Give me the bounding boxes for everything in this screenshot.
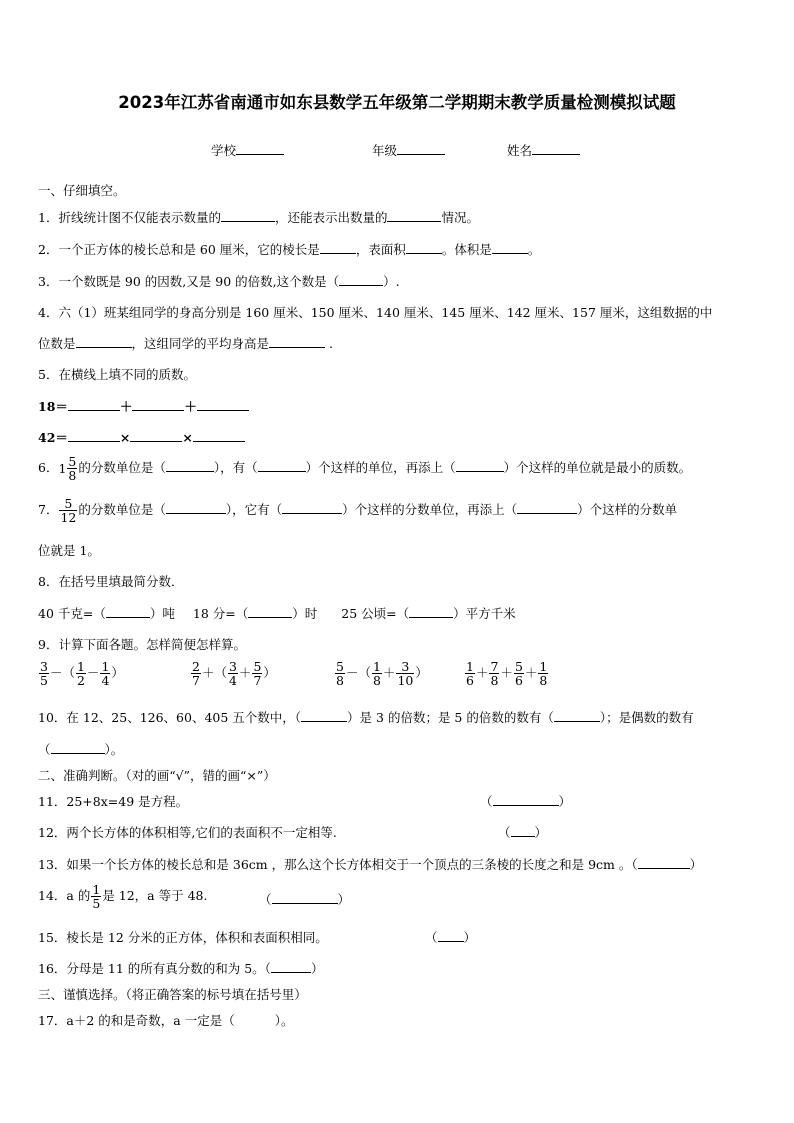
answer-blank[interactable] [269, 335, 325, 348]
answer-blank[interactable] [193, 429, 245, 442]
expression-4: $\frac{1}{6}$ ＋ $\frac{7}{8}$ ＋ $\frac{5}{6}$ ＋ $\frac{1}{8}$ [466, 659, 548, 689]
fraction: $\frac{5}{12}$ [60, 496, 77, 526]
question-11: 11．25+8x=49 是方程。 [38, 794, 189, 809]
name-label: 姓名 [507, 143, 533, 158]
question-9: 9．计算下面各题。怎样简便怎样算。 [38, 637, 246, 652]
answer-blank[interactable] [272, 891, 338, 904]
answer-blank[interactable] [511, 824, 535, 837]
answer-blank[interactable] [339, 273, 383, 286]
answer-blank[interactable] [554, 709, 600, 722]
question-16: 16．分母是 11 的所有真分数的和为 5。（ ） [38, 961, 324, 976]
answer-blank[interactable] [320, 241, 356, 254]
expression-1: $\frac{3}{5}$ －（ $\frac{1}{2}$ － $\frac{1}{4}$ ） [40, 659, 124, 689]
judgement-bracket: （ ） [425, 930, 477, 945]
section-1-heading: 一、仔细填空。 [38, 183, 126, 198]
school-label: 学校 [211, 143, 237, 158]
question-14: 14．a 的 $\frac{1}{5}$ 是 12，a 等于 48. [38, 882, 208, 912]
answer-blank[interactable] [221, 209, 275, 222]
question-10-line-2: （ ）。 [38, 742, 124, 757]
judgement-bracket: （ ） [259, 892, 351, 907]
question-1: 1．折线统计图不仅能表示数量的 ，还能表示出数量的 情况。 [38, 210, 479, 225]
question-7: 7． $\frac{5}{12}$ 的分数单位是（ ），它有（ ）个这样的分数单位，再添上（ ）个这样的分数单 [38, 496, 678, 526]
expression-3: $\frac{5}{8}$ －（ $\frac{1}{8}$ ＋ $\frac{3}{10}$ ） [336, 659, 428, 689]
page-title: 2023年江苏省南通市如东县数学五年级第二学期期末教学质量检测模拟试题 [118, 93, 676, 112]
judgement-bracket: （ ） [498, 825, 548, 840]
answer-blank[interactable] [387, 209, 441, 222]
answer-blank[interactable] [638, 856, 690, 869]
answer-blank[interactable] [438, 929, 464, 942]
answer-blank[interactable] [132, 398, 184, 411]
mixed-fraction: 1 $\frac{5}{8}$ [58, 454, 77, 484]
answer-blank[interactable] [456, 459, 504, 472]
question-5-row-42: 42＝ × × [38, 428, 245, 446]
answer-blank[interactable] [282, 501, 342, 514]
school-field [211, 141, 284, 159]
question-17: 17．a＋2 的和是奇数，a 一定是（ ）。 [38, 1013, 294, 1028]
answer-blank[interactable] [248, 605, 292, 618]
name-field [507, 141, 580, 159]
question-12: 12．两个长方体的体积相等,它们的表面积不一定相等. [38, 825, 337, 840]
question-2: 2．一个正方体的棱长总和是 60 厘米，它的棱长是 ，表面积 。体积是 。 [38, 242, 541, 257]
question-3: 3．一个数既是 90 的因数,又是 90 的倍数,这个数是（ ）. [38, 274, 400, 289]
answer-blank[interactable] [406, 241, 442, 254]
school-blank[interactable] [236, 142, 284, 155]
answer-blank[interactable] [166, 459, 214, 472]
grade-label: 年级 [372, 143, 398, 158]
question-6: 6． 1 $\frac{5}{8}$ 的分数单位是（ ），有（ ）个这样的单位，再添上（ ）个这样的单位就是最小的质数。 [38, 454, 692, 484]
question-7-line-2: 位就是 1。 [38, 543, 100, 558]
answer-blank[interactable] [492, 241, 528, 254]
name-blank[interactable] [532, 142, 580, 155]
grade-field [372, 141, 445, 159]
answer-blank[interactable] [517, 501, 577, 514]
question-4-line-1: 4．六（1）班某组同学的身高分别是 160 厘米、150 厘米、140 厘米、145 厘米、142 厘米、157 厘米，这组数据的中 [38, 305, 713, 320]
section-2-heading: 二、准确判断。（对的画“√”，错的画“×”） [38, 768, 276, 783]
answer-blank[interactable] [68, 398, 120, 411]
question-8: 8．在括号里填最简分数． [38, 574, 184, 589]
answer-blank[interactable] [258, 459, 306, 472]
judgement-bracket: （ ） [480, 794, 572, 809]
grade-blank[interactable] [397, 142, 445, 155]
answer-blank[interactable] [130, 429, 182, 442]
answer-blank[interactable] [76, 335, 132, 348]
answer-blank[interactable] [271, 960, 311, 973]
answer-blank[interactable] [106, 605, 150, 618]
question-5-row-18: 18＝ ＋ ＋ [38, 397, 249, 415]
answer-blank[interactable] [493, 793, 559, 806]
answer-blank[interactable] [166, 501, 226, 514]
question-5: 5．在横线上填不同的质数。 [38, 367, 196, 382]
question-10: 10．在 12、25、126、60、405 五个数中，（ ）是 3 的倍数；是 5 的倍数的数有（ ）；是偶数的数有 [38, 710, 694, 725]
expression-2: $\frac{2}{7}$ ＋（ $\frac{3}{4}$ ＋ $\frac{5}{7}$ ） [192, 659, 276, 689]
answer-blank[interactable] [409, 605, 453, 618]
fraction: $\frac{1}{5}$ [92, 882, 101, 912]
question-13: 13．如果一个长方体的棱长总和是 36cm ，那么这个长方体相交于一个顶点的三条棱的长度之和是 9cm 。（ ） [38, 857, 703, 872]
answer-blank[interactable] [301, 709, 347, 722]
question-4-line-2: 位数是 ，这组同学的平均身高是 . [38, 336, 333, 351]
answer-blank[interactable] [197, 398, 249, 411]
question-15: 15．棱长是 12 分米的正方体，体积和表面积相同。 [38, 930, 328, 945]
question-8-items: 40 千克=（ ）吨 18 分=（ ）时 25 公顷=（ ）平方千米 [38, 606, 516, 621]
section-3-heading: 三、谨慎选择。（将正确答案的标号填在括号里） [38, 987, 307, 1002]
answer-blank[interactable] [68, 429, 120, 442]
answer-blank[interactable] [51, 741, 105, 754]
